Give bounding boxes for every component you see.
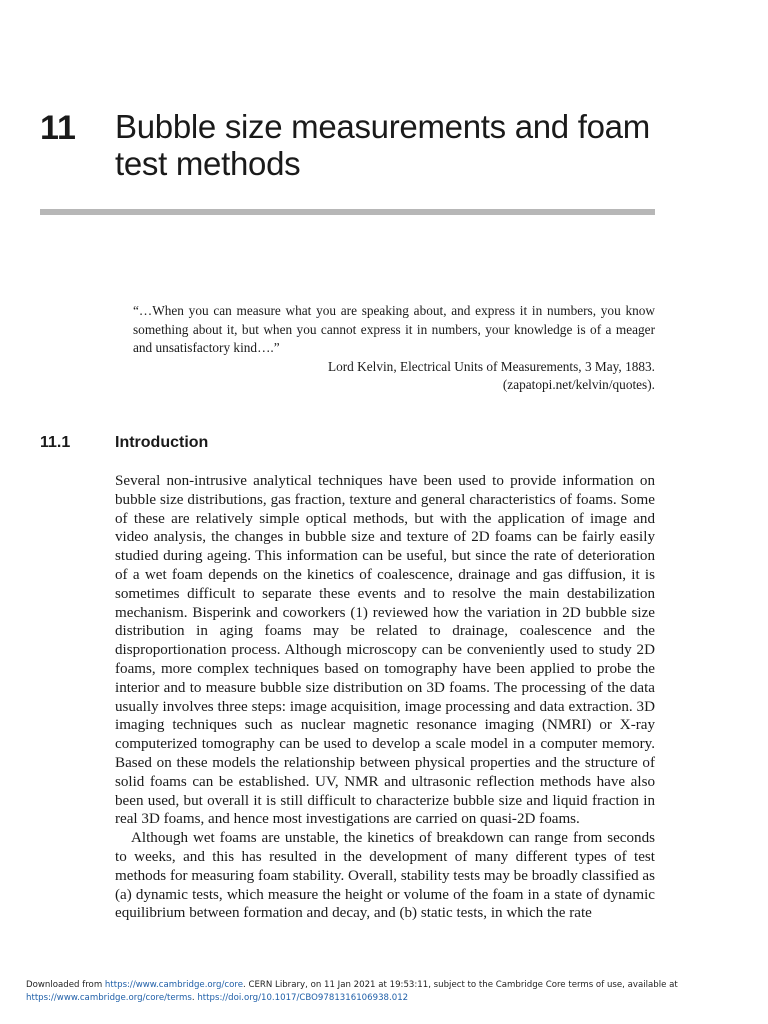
footer-prefix: Downloaded from xyxy=(26,980,105,990)
epigraph-source: (zapatopi.net/kelvin/quotes). xyxy=(502,377,655,392)
section-number: 11.1 xyxy=(40,434,71,451)
paragraph: Several non-intrusive analytical techniques have been used to provide information on bubble size distributions, gas fraction, texture and general characteristics of foams. Some of these are relatively simple optical methods, but with the application of image and video analysis, the changes in bubble size and texture of 2D foams can be fairly easily studied during ageing. This information can be useful, but since the rate of deterioration of a wet foam depends on the kinetics of coalescence, drainage and gas diffusion, it is sometimes difficult to separate these events and to resolve the main destabilization mechanism. Bisperink and coworkers (1) reviewed how the variation in 2D bubble size distribution in aging foams may be related to drainage, coalescence and the disproportionation process. Although microscopy can be conveniently used to study 2D foams, more complex techniques based on tomography have been applied to probe the interior and to measure bubble size distribution on 3D foams. The processing of the data usually involves three steps: image acquisition, image processing and data extraction. 3D imaging techniques such as nuclear magnetic resonance imaging (NMRI) or X-ray computerized tomography can be used to develop a scale model in a computer memory. Based on these models the relationship between physical properties and the structure of solid foams can be established. UV, NMR and ultrasonic reflection methods have also been used, but overall it is still difficult to characterize bubble size and liquid fraction in real 3D foams, and hence most investigations are carried on quasi-2D foams. xyxy=(115,473,655,828)
heading-rule xyxy=(40,209,655,215)
chapter-title: Bubble size measurements and foam test methods xyxy=(115,108,650,182)
paragraph: Although wet foams are unstable, the kinetics of breakdown can range from seconds to weeks, and this has resulted in the development of many different types of test methods for measuring foam stability. Overall, stability tests may be broadly classified as (a) dynamic tests, which measure the height or volume of the foam in a state of dynamic equilibrium between formation and decay, and (b) static tests, in which the rate xyxy=(115,830,655,922)
footer-separator: . xyxy=(191,993,198,1003)
chapter-number: 11 xyxy=(40,109,76,147)
body-text xyxy=(115,472,655,923)
cambridge-core-link[interactable]: https://www.cambridge.org/core xyxy=(104,980,244,990)
section-title: Introduction xyxy=(115,434,209,451)
download-footer xyxy=(26,979,726,1005)
terms-link[interactable]: https://www.cambridge.org/core/terms xyxy=(26,993,192,1003)
footer-text: . CERN Library, on 11 Jan 2021 at 19:53:11, subject to the Cambridge Core terms of use, available at xyxy=(243,980,678,990)
epigraph-quote: “…When you can measure what you are speaking about, and express it in numbers, you know something about it, but when you cannot express it in numbers, your knowledge is of a meager and unsatisfactory kind….” xyxy=(133,303,655,355)
epigraph xyxy=(133,302,655,395)
epigraph-attribution: Lord Kelvin, Electrical Units of Measurements, 3 May, 1883. xyxy=(327,358,655,374)
doi-link[interactable]: https://doi.org/10.1017/CBO9781316106938.012 xyxy=(197,993,409,1003)
